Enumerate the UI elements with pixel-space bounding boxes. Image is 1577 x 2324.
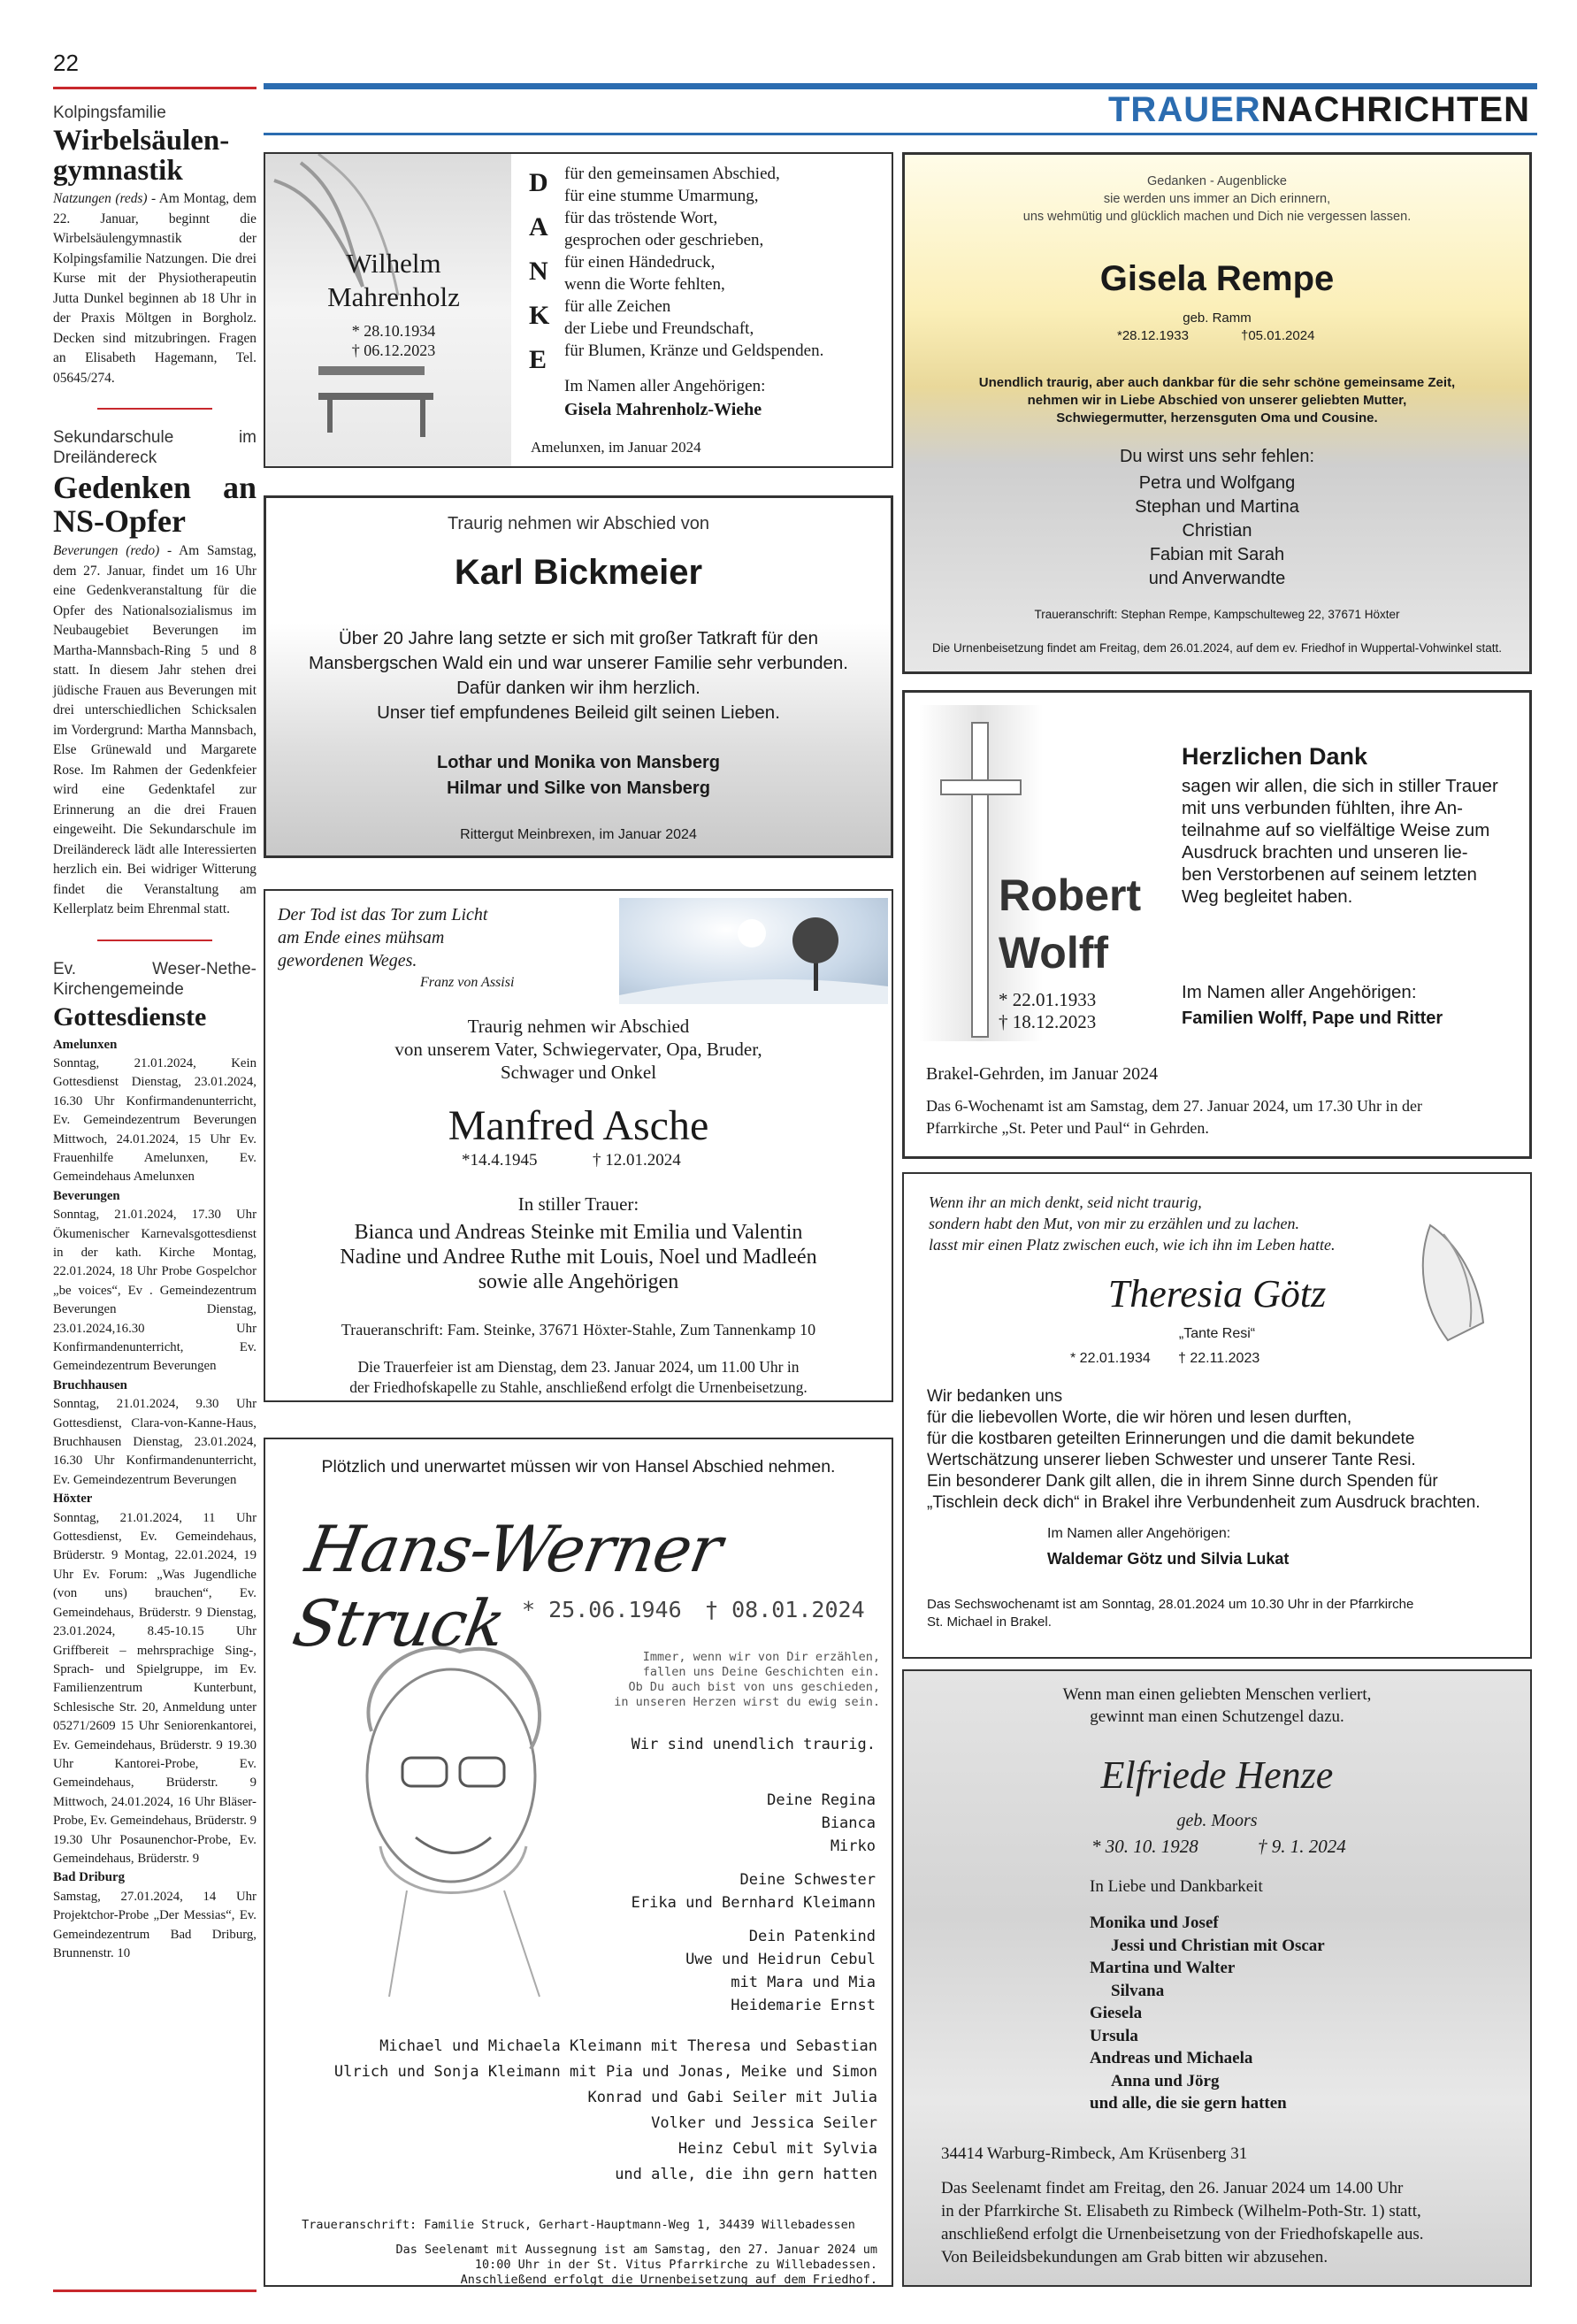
ad4-service-line: 10:00 Uhr in der St. Vitus Pfarrkirche zu Willebadessen. bbox=[474, 2258, 877, 2272]
ad8-quote bbox=[904, 1684, 1530, 1728]
ad8-name: Elfriede Henze bbox=[1100, 1753, 1334, 1797]
ad5-text-line: Schwiegermutter, herzensguten Oma und Cousine. bbox=[1056, 410, 1378, 426]
ad4-family-line: Dein Patenkind bbox=[748, 1928, 876, 1945]
ad6-text-line: mit uns verbunden fühlten, ihre An- bbox=[1182, 798, 1463, 818]
ad3-service-line: Die Trauerfeier ist am Dienstag, dem 23. Januar 2024, um 11.00 Uhr in bbox=[357, 1358, 800, 1376]
ad7-signer: Waldemar Götz und Silvia Lukat bbox=[1047, 1550, 1290, 1568]
ad5-header-line: Gedanken - Augenblicke bbox=[1147, 174, 1287, 188]
ad3-intro bbox=[265, 1015, 892, 1084]
ad6-name1: Robert bbox=[999, 871, 1142, 920]
ad4-name: Hans-Werner Struck bbox=[287, 1512, 727, 1661]
acrostic-letter: D bbox=[529, 168, 548, 197]
ad5-family-line: Petra und Wolfgang bbox=[1138, 473, 1296, 493]
sidebar bbox=[53, 103, 256, 1963]
header-bar bbox=[264, 83, 1537, 89]
ad1-line: für das tröstende Wort, bbox=[564, 209, 718, 227]
ad8-born: * 30. 10. 1928 bbox=[1091, 1836, 1198, 1857]
ad4-family-line: Uwe und Heidrun Cebul bbox=[685, 1951, 876, 1968]
ad5-family-line: Fabian mit Sarah bbox=[1149, 545, 1285, 564]
ad4-service bbox=[283, 2243, 877, 2287]
service-text: Sonntag, 21.01.2024, 17.30 Uhr Ökumenischer Karnevalsgottesdienst in der kath. Kirche Montag, 22.01.2024, 18 Uhr Probe Gospelchor „be voices“, Ev . Gemeindezentrum Beverungen Dienstag, 23.01.2024,16.30 Uhr Konfirmandenunterricht, Ev. Gemeindezentrum Beverungen bbox=[53, 1208, 256, 1374]
ad6-died: † 18.12.2023 bbox=[999, 1011, 1097, 1032]
notice-wolff bbox=[902, 690, 1532, 1159]
ad4-intro: Plötzlich und unerwartet müssen wir von Hansel Abschied nehmen. bbox=[321, 1457, 836, 1476]
ad7-quote bbox=[929, 1192, 1335, 1255]
ad1-line: gesprochen oder geschrieben, bbox=[564, 231, 764, 249]
ad3-quote-line: Der Tod ist das Tor zum Licht bbox=[278, 905, 488, 924]
ad7-text-line: Ein besonderer Dank gilt allen, die in ihrem Sinne durch Spenden für bbox=[927, 1472, 1438, 1491]
ad8-family-line: Andreas und Michaela bbox=[1090, 2049, 1253, 2067]
ad8-service-line: in der Pfarrkirche St. Elisabeth zu Rimbeck (Wilhelm-Poth-Str. 1) statt, bbox=[941, 2202, 1421, 2220]
ad6-text-line: ben Verstorbenen auf seinem letzten bbox=[1182, 864, 1477, 885]
service-place: Bruchhausen bbox=[53, 1377, 127, 1392]
ad6-text-line: teilnahme auf so vielfältige Weise zum bbox=[1182, 820, 1490, 840]
service-place: Bad Driburg bbox=[53, 1870, 125, 1885]
article-text: - Am Samstag, dem 27. Januar, findet um 16 Uhr eine Gedenkveranstaltung für die Opfer des Nationalsozialismus im Neubaugebiet Beverungen im Martha-Mannsbach-Ring 5 und 8 statt. In diesem Jahr stehen drei jüdische Frauen aus Beverungen mit drei unterschiedlichen Schicksalen im Vordergrund: Martha Mannsbach, Else Grünewald und Margarete Rose. Im Rahmen der Gedenkfeier wird eine Gedenktafel zur Erinnerung an die drei Frauen eingeweiht. Die Sekundarschule im Dreiländereck lädt alle Interessierten herzlich ein. Bei widriger Witterung findet die Veranstaltung am Kellerplatz beim Ehrenmal statt. bbox=[53, 543, 257, 917]
ad6-signer: Familien Wolff, Pape und Ritter bbox=[1182, 1009, 1443, 1028]
ad2-line: Mansbergschen Wald ein und war unserer Familie sehr verbunden. bbox=[309, 653, 848, 673]
ad4-family2-line: Heinz Cebul mit Sylvia bbox=[677, 2140, 877, 2158]
ad7-signoff: Im Namen aller Angehörigen: bbox=[1047, 1526, 1231, 1541]
article-body bbox=[53, 541, 256, 920]
ad3-service-line: der Friedhofskapelle zu Stahle, anschließend erfolgt die Urnenbeisetzung. bbox=[349, 1378, 808, 1396]
ad3-name: Manfred Asche bbox=[448, 1102, 709, 1149]
ad5-service: Die Urnenbeisetzung findet am Freitag, dem 26.01.2024, auf dem ev. Friedhof in Wuppertal-Vohwinkel statt. bbox=[931, 641, 1503, 655]
ad2-line: Unser tief empfundenes Beileid gilt seinen Lieben. bbox=[377, 702, 780, 723]
ad2-line: Über 20 Jahre lang setzte er sich mit großer Tatkraft für den bbox=[339, 628, 818, 648]
ad2-signer: Hilmar und Silke von Mansberg bbox=[447, 779, 710, 798]
ad5-text bbox=[905, 374, 1529, 427]
ad1-line: der Liebe und Freundschaft, bbox=[564, 319, 754, 338]
ad4-family-line: Heidemarie Ernst bbox=[731, 1997, 876, 2014]
ad6-place: Brakel-Gehrden, im Januar 2024 bbox=[926, 1064, 1159, 1084]
notice-struck bbox=[264, 1438, 893, 2287]
article-text: - Am Montag, dem 22. Januar, beginnt die Wirbelsäulengymnastik der Kolpingsfamilie Natzungen. Die drei Kurse mit der Physiotherapeutin Jutta Dunkel beginnen ab 18 Uhr in der Praxis Möltgen in Borgholz. Decken sind mitzubringen. Fragen an Elisabeth Hagemann, Tel. 05645/274. bbox=[53, 191, 256, 386]
ad8-family-line: und alle, die sie gern hatten bbox=[1090, 2094, 1287, 2113]
service-block bbox=[53, 1377, 256, 1490]
ad4-family2-line: Michael und Michaela Kleimann mit Theresa und Sebastian bbox=[379, 2037, 877, 2055]
ad1-line: für den gemeinsamen Abschied, bbox=[564, 165, 780, 183]
ad3-address: Traueranschrift: Fam. Steinke, 37671 Höxter-Stahle, Zum Tannenkamp 10 bbox=[341, 1321, 816, 1338]
ad3-intro-line: von unserem Vater, Schwiegervater, Opa, Bruder, bbox=[394, 1039, 762, 1060]
ad5-header-line: uns wehmütig und glücklich machen und Dich nie vergessen lassen. bbox=[1022, 210, 1412, 224]
ad4-service-line: Das Seelenamt mit Aussegnung ist am Samstag, den 27. Januar 2024 um bbox=[395, 2243, 877, 2257]
ad5-born: *28.12.1933 bbox=[1117, 328, 1189, 343]
ad8-family-line: Anna und Jörg bbox=[1111, 2071, 1220, 2090]
ad4-family-line: mit Mara und Mia bbox=[731, 1974, 876, 1991]
ad5-header bbox=[905, 173, 1529, 226]
ad6-service-line: Das 6-Wochenamt ist am Samstag, dem 27. Januar 2024, um 17.30 Uhr in der bbox=[926, 1097, 1422, 1115]
header-rule bbox=[264, 133, 1537, 135]
sidebar-top-rule bbox=[53, 87, 256, 89]
ad7-quote-line: lasst mir einen Platz zwischen euch, wie ich ihn im Leben hatte. bbox=[929, 1236, 1336, 1254]
ad8-quote-line: Wenn man einen geliebten Menschen verliert, bbox=[1062, 1685, 1372, 1704]
ad7-text-line: Wir bedanken uns bbox=[927, 1387, 1063, 1406]
ad8-service-line: anschließend erfolgt die Urnenbeisetzung von der Friedhofskapelle aus. bbox=[941, 2225, 1424, 2243]
ad4-family-line: Mirko bbox=[830, 1837, 876, 1855]
section-title-black: NACHRICHTEN bbox=[1260, 90, 1530, 129]
ad4-mourning: Wir sind unendlich traurig. bbox=[631, 1736, 876, 1753]
ad1-line: für alle Zeichen bbox=[564, 297, 671, 316]
ad3-family-line: sowie alle Angehörigen bbox=[478, 1270, 679, 1293]
ad4-poem-line: in unseren Herzen wirst du ewig sein. bbox=[614, 1695, 880, 1709]
ad6-service bbox=[926, 1095, 1422, 1139]
ad2-line: Dafür danken wir ihm herzlich. bbox=[456, 678, 700, 698]
notice-henze bbox=[902, 1669, 1532, 2287]
ad3-born: *14.4.1945 bbox=[462, 1151, 538, 1170]
section-title bbox=[1097, 90, 1530, 130]
ad1-line: für eine stumme Umarmung, bbox=[564, 187, 759, 205]
service-block bbox=[53, 1187, 256, 1377]
ad6-text-line: Ausdruck brachten und unseren lie- bbox=[1182, 842, 1468, 863]
ad4-family2-line: Volker und Jessica Seiler bbox=[651, 2114, 877, 2132]
ad8-service-line: Von Beileidsbekundungen am Grab bitten wir abzusehen. bbox=[941, 2248, 1328, 2266]
tree-icon bbox=[619, 898, 888, 1004]
separator bbox=[97, 408, 212, 410]
article-kicker: Sekundarschule im Dreiländereck bbox=[53, 428, 256, 467]
service-block bbox=[53, 1868, 256, 1963]
ad3-service bbox=[265, 1357, 892, 1398]
ad2-place: Rittergut Meinbrexen, im Januar 2024 bbox=[460, 827, 697, 842]
ad5-text-line: nehmen wir in Liebe Abschied von unserer geliebten Mutter, bbox=[1027, 393, 1407, 408]
ad7-nick: „Tante Resi“ bbox=[1178, 1326, 1256, 1341]
ad1-born: * 28.10.1934 bbox=[351, 322, 436, 340]
portrait-icon bbox=[301, 1625, 601, 2014]
ad3-family-line: Nadine und Andree Ruthe mit Louis, Noel und Madleén bbox=[340, 1246, 817, 1269]
ad7-service-line: Das Sechswochenamt ist am Sonntag, 28.01.2024 um 10.30 Uhr in der Pfarrkirche bbox=[927, 1597, 1414, 1612]
ad6-born: * 22.01.1933 bbox=[999, 989, 1097, 1010]
ad2-signers bbox=[266, 750, 891, 802]
ad1-signoff: Im Namen aller Angehörigen: bbox=[564, 377, 766, 395]
ad5-address: Traueranschrift: Stephan Rempe, Kampschulteweg 22, 37671 Höxter bbox=[1034, 608, 1400, 621]
ad5-mourning: Du wirst uns sehr fehlen: bbox=[1119, 447, 1315, 466]
ad7-service-line: St. Michael in Brakel. bbox=[927, 1615, 1052, 1630]
ad8-family bbox=[1090, 1912, 1325, 2115]
acrostic-letter: A bbox=[529, 212, 548, 242]
article-headline: Gottesdienste bbox=[53, 1001, 207, 1032]
ad2-signer: Lothar und Monika von Mansberg bbox=[436, 753, 720, 772]
ad2-intro: Traurig nehmen wir Abschied von bbox=[447, 514, 710, 533]
ad7-quote-line: Wenn ihr an mich denkt, seid nicht traurig, bbox=[929, 1193, 1202, 1211]
ad7-quote-line: sondern habt den Mut, von mir zu erzählen und zu lachen. bbox=[929, 1215, 1299, 1232]
tree-picture bbox=[619, 898, 888, 1004]
service-place: Beverungen bbox=[53, 1188, 120, 1203]
ad7-text-line: für die kostbaren geteilten Erinnerungen und die damit bekundete bbox=[927, 1430, 1415, 1448]
ad8-service-line: Das Seelenamt findet am Freitag, den 26. Januar 2024 um 14.00 Uhr bbox=[941, 2179, 1404, 2197]
ad4-family-line: Deine Schwester bbox=[739, 1871, 876, 1889]
ad4-family-line: Deine Regina bbox=[767, 1791, 876, 1809]
article-kicker: Kolpingsfamilie bbox=[53, 104, 166, 122]
ad5-family-line: Christian bbox=[1182, 521, 1252, 541]
service-place: Höxter bbox=[53, 1492, 93, 1507]
ad3-quote-author: Franz von Assisi bbox=[420, 975, 515, 990]
ad8-family-line: Jessi und Christian mit Oscar bbox=[1111, 1936, 1325, 1955]
ad6-heading: Herzlichen Dank bbox=[1182, 743, 1368, 770]
ad3-died: † 12.01.2024 bbox=[593, 1151, 681, 1170]
ad3-quote-line: gewordenen Weges. bbox=[278, 951, 417, 970]
ad5-family bbox=[905, 472, 1529, 591]
ad1-line: für Blumen, Kränze und Geldspenden. bbox=[564, 341, 824, 360]
ad3-intro-line: Schwager und Onkel bbox=[500, 1062, 657, 1083]
ad3-mourning: In stiller Trauer: bbox=[517, 1193, 639, 1215]
notice-bickmeier bbox=[264, 495, 893, 858]
ad7-text bbox=[927, 1386, 1481, 1514]
ad1-died: † 06.12.2023 bbox=[351, 341, 436, 359]
service-text: Samstag, 27.01.2024, 14 Uhr Projektchor-Probe „Der Messias“, Ev. Gemeindezentrum Bad Driburg, Brunnenstr. 10 bbox=[53, 1889, 256, 1960]
ad6-service-line: Pfarrkirche „St. Peter und Paul“ in Gehrden. bbox=[926, 1119, 1209, 1137]
article-lead: Natzungen (reds) bbox=[53, 191, 148, 206]
notice-goetz bbox=[902, 1172, 1532, 1659]
separator bbox=[97, 940, 212, 941]
article-lead: Beverungen (redo) bbox=[53, 543, 160, 558]
ad5-nee: geb. Ramm bbox=[1183, 311, 1252, 326]
portrait-sketch bbox=[301, 1625, 601, 2014]
ad4-died: † 08.01.2024 bbox=[705, 1597, 865, 1622]
page-number: 22 bbox=[53, 50, 79, 76]
ad6-text-line: Weg begleitet haben. bbox=[1182, 886, 1353, 907]
ad5-name: Gisela Rempe bbox=[1099, 259, 1335, 298]
ad8-intro: In Liebe und Dankbarkeit bbox=[1090, 1877, 1263, 1896]
ad4-address: Traueranschrift: Familie Struck, Gerhart-Hauptmann-Weg 1, 34439 Willebadessen bbox=[302, 2218, 855, 2232]
ad8-family-line: Giesela bbox=[1090, 2004, 1143, 2022]
article-headline: Wirbelsäulen-gymnastik bbox=[53, 125, 230, 187]
ad1-acrostic bbox=[529, 161, 549, 382]
ad7-text-line: für die liebevollen Worte, die wir hören und lesen durften, bbox=[927, 1408, 1352, 1427]
article-headline: Gedenken an NS-Opfer bbox=[53, 470, 256, 539]
ad8-died: † 9. 1. 2024 bbox=[1258, 1836, 1346, 1857]
ad1-name: Wilhelm Mahrenholz bbox=[327, 248, 460, 312]
ad2-text bbox=[266, 626, 891, 725]
notice-mahrenholz bbox=[264, 152, 893, 468]
ad2-name: Karl Bickmeier bbox=[454, 553, 703, 592]
ad1-line: wenn die Worte fehlten, bbox=[564, 275, 725, 294]
notice-rempe bbox=[902, 152, 1532, 674]
ad4-family2-line: Ulrich und Sonja Kleimann mit Pia und Jonas, Meike und Simon bbox=[333, 2063, 877, 2081]
ad4-family bbox=[566, 1789, 876, 2017]
ad8-service bbox=[941, 2177, 1424, 2269]
section-title-blue: TRAUER bbox=[1108, 90, 1261, 129]
ad4-poem-line: Immer, wenn wir von Dir erzählen, bbox=[642, 1650, 880, 1664]
notice-asche bbox=[264, 889, 893, 1402]
ad3-family-line: Bianca und Andreas Steinke mit Emilia und Valentin bbox=[354, 1221, 803, 1244]
service-block bbox=[53, 1036, 256, 1187]
ad7-died: † 22.11.2023 bbox=[1178, 1351, 1260, 1366]
ad1-place: Amelunxen, im Januar 2024 bbox=[531, 439, 701, 456]
ad4-family2 bbox=[283, 2034, 877, 2188]
ad7-service bbox=[927, 1596, 1413, 1631]
ad4-family2-line: und alle, die ihn gern hatten bbox=[615, 2166, 877, 2183]
ad7-born: * 22.01.1934 bbox=[1070, 1351, 1151, 1366]
ad8-nee: geb. Moors bbox=[1176, 1811, 1258, 1830]
ad4-family2-line: Konrad und Gabi Seiler mit Julia bbox=[587, 2089, 877, 2106]
ad6-name2: Wolff bbox=[999, 928, 1109, 978]
ad1-line: für einen Händedruck, bbox=[564, 253, 716, 272]
ad6-signoff: Im Namen aller Angehörigen: bbox=[1182, 982, 1417, 1002]
ad5-died: †05.01.2024 bbox=[1241, 328, 1315, 343]
ad4-family-line: Erika und Bernhard Kleimann bbox=[631, 1894, 876, 1912]
ad8-family-line: Martina und Walter bbox=[1090, 1959, 1236, 1977]
acrostic-letter: N bbox=[529, 257, 548, 286]
acrostic-letter: E bbox=[529, 345, 547, 374]
ad5-family-line: und Anverwandte bbox=[1148, 569, 1286, 588]
ad5-header-line: sie werden uns immer an Dich erinnern, bbox=[1103, 192, 1331, 206]
service-place: Amelunxen bbox=[53, 1037, 118, 1052]
article-body bbox=[53, 189, 256, 388]
ad7-name: Theresia Götz bbox=[1107, 1272, 1327, 1315]
article-kicker: Ev. Weser-Nethe-Kirchengemeinde bbox=[53, 959, 256, 999]
ad1-signer: Gisela Mahrenholz-Wiehe bbox=[564, 400, 762, 419]
ad6-text-line: sagen wir allen, die sich in stiller Trauer bbox=[1182, 776, 1498, 796]
ad8-quote-line: gewinnt man einen Schutzengel dazu. bbox=[1090, 1707, 1344, 1726]
ad3-quote bbox=[278, 903, 487, 972]
service-text: Sonntag, 21.01.2024, Kein Gottesdienst Dienstag, 23.01.2024, 16.30 Uhr Konfirmandenunterricht, Ev. Gemeindezentrum Beverungen Mittwoch, 24.01.2024, 15 Uhr Ev. Frauenhilfe Amelunxen, Ev. Gemeindehaus Amelunxen bbox=[53, 1055, 256, 1185]
ad4-family-line: Bianca bbox=[821, 1814, 876, 1832]
ad4-poem-line: Ob Du auch bist von uns geschieden, bbox=[628, 1680, 880, 1694]
ad3-family bbox=[265, 1220, 892, 1294]
service-text: Sonntag, 21.01.2024, 9.30 Uhr Gottesdienst, Clara-von-Kanne-Haus, Bruchhausen Dienstag, 23.01.2024, 16.30 Uhr Konfirmandenunterricht, Ev. Gemeindezentrum Beverungen bbox=[53, 1397, 256, 1487]
ad3-quote-line: am Ende eines mühsam bbox=[278, 928, 445, 947]
acrostic-letter: K bbox=[529, 301, 550, 330]
service-block bbox=[53, 1490, 256, 1868]
ad4-poem-line: fallen uns Deine Geschichten ein. bbox=[642, 1665, 880, 1679]
ad8-address: 34414 Warburg-Rimbeck, Am Krüsenberg 31 bbox=[941, 2144, 1248, 2163]
ad6-text bbox=[1182, 775, 1518, 908]
ad1-lines bbox=[564, 163, 823, 362]
ad4-service-line: Anschließend erfolgt die Urnenbeisetzung auf dem Friedhof. bbox=[460, 2273, 877, 2287]
ad3-intro-line: Traurig nehmen wir Abschied bbox=[467, 1016, 690, 1037]
ad5-family-line: Stephan und Martina bbox=[1135, 497, 1299, 517]
ad5-text-line: Unendlich traurig, aber auch dankbar für die sehr schöne gemeinsame Zeit, bbox=[978, 375, 1456, 390]
ad4-born: * 25.06.1946 bbox=[522, 1597, 682, 1622]
ad4-poem bbox=[584, 1650, 880, 1710]
ad8-family-line: Ursula bbox=[1090, 2026, 1138, 2045]
ad8-family-line: Silvana bbox=[1111, 1981, 1165, 2000]
ad7-text-line: Wertschätzung unserer lieben Schwester und unserer Tante Resi. bbox=[927, 1451, 1416, 1469]
sidebar-bottom-rule bbox=[53, 2289, 256, 2292]
service-text: Sonntag, 21.01.2024, 11 Uhr Gottesdienst, Ev. Gemeindehaus, Brüderstr. 9 Montag, 22.01.2024, 19 Uhr Ev. Forum: „Was Jugendliche (von uns) brauchen“, Ev. Gemeindehaus, Brüderstr. 9 Dienstag, 23.01.2024, 8.45-10.15 Uhr Griffbereit – mehrsprachige Sing-, Sprach- und Spielgruppe, im Ev. Familienzentrum Kunterbunt, Schlesische Str. 20, Anmeldung unter 05271/2609 15 Uhr Seniorenkantorei, Ev. Gemeindehaus, Brüderstr. 9 19.30 Uhr Kantorei-Probe, Ev. Gemeindehaus, Brüderstr. 9 Mittwoch, 24.01.2024, 16 Uhr Bläser-Probe, Ev. Gemeindehaus, Brüderstr. 9 19.30 Uhr Posaunenchor-Probe, Ev. Gemeindehaus, Brüderstr. 9 bbox=[53, 1510, 256, 1866]
ad7-text-line: „Tischlein deck dich“ in Brakel ihre Verbundenheit zum Ausdruck brachten. bbox=[927, 1493, 1481, 1512]
ad8-family-line: Monika und Josef bbox=[1090, 1914, 1219, 1932]
